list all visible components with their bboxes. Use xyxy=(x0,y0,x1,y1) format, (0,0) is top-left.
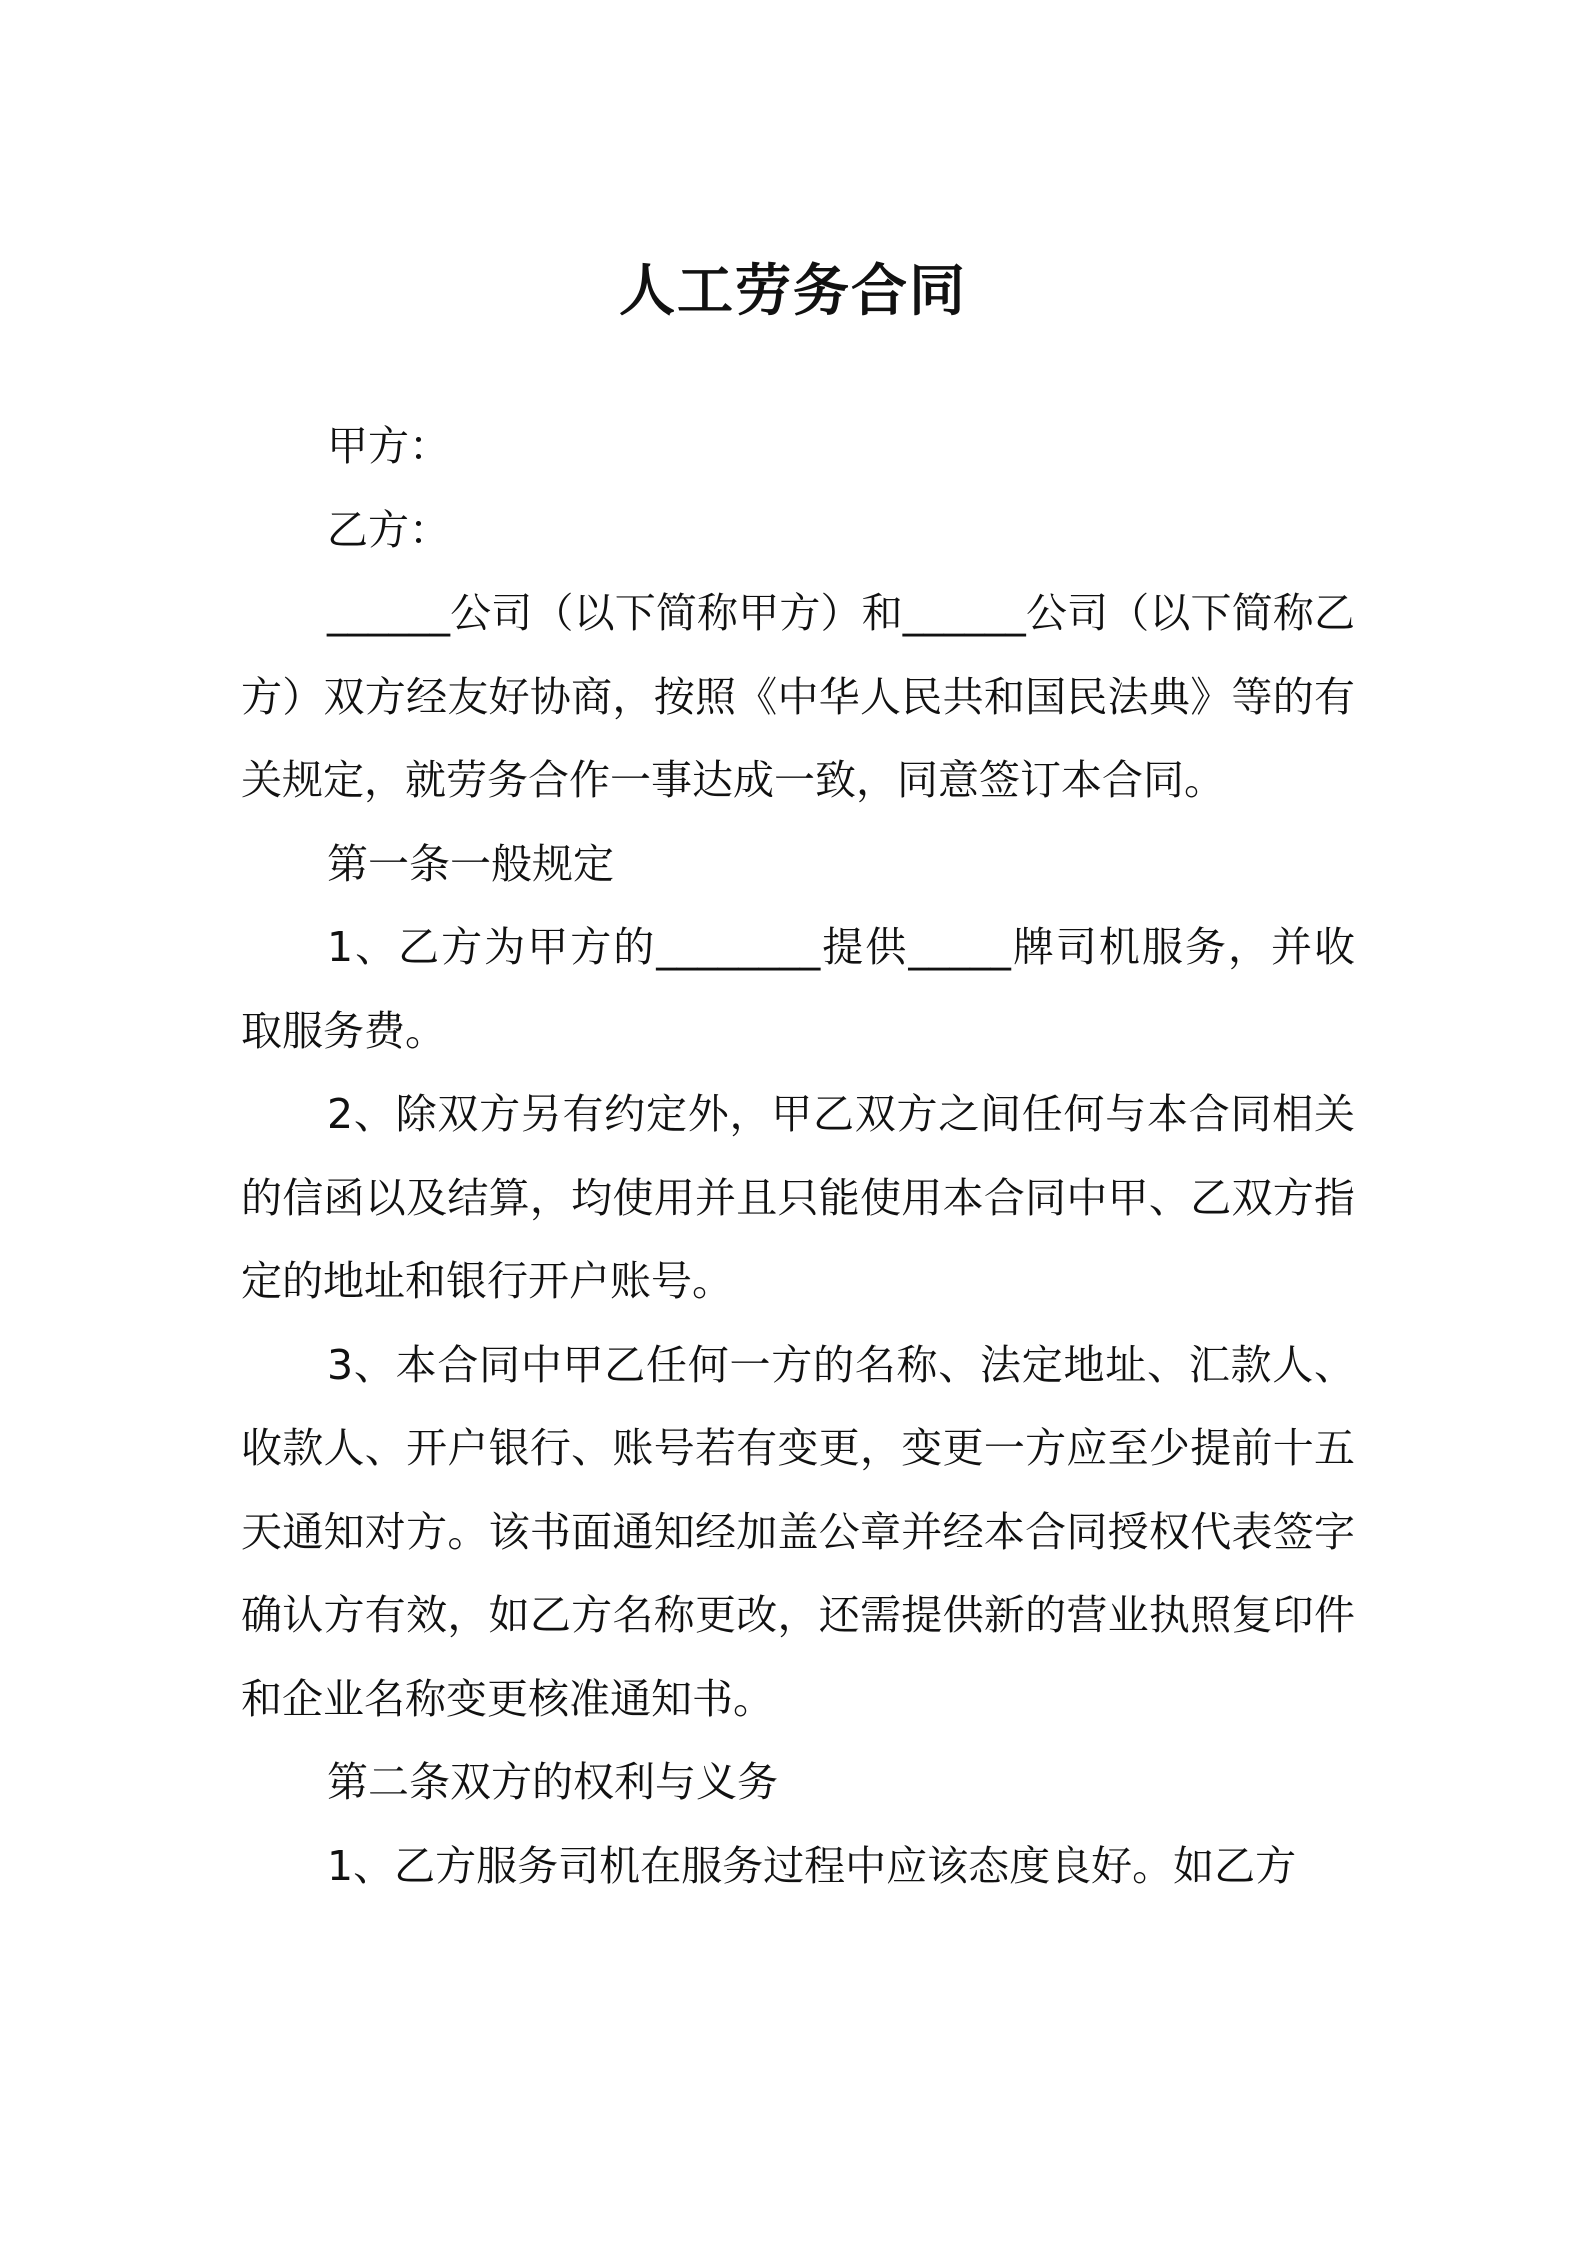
document-body xyxy=(241,405,1355,1908)
clause-1-3: 3、本合同中甲乙任何一方的名称、法定地址、汇款人、收款人、开户银行、账号若有变更，变更一方应至少提前十五天通知对方。该书面通知经加盖公章并经本合同授权代表签字确认方有效，如乙方名称更改，还需提供新的营业执照复印件和企业名称变更核准通知书。 xyxy=(241,1340,1355,1723)
intro-paragraph: ______公司（以下简称甲方）和______公司（以下简称乙方）双方经友好协商，按照《中华人民共和国民法典》等的有关规定，就劳务合作一事达成一致，同意签订本合同。 xyxy=(241,589,1355,804)
clause-1-1: 1、乙方为甲方的________提供_____牌司机服务，并收取服务费。 xyxy=(241,923,1355,1055)
clause-1-2: 2、除双方另有约定外，甲乙双方之间任何与本合同相关的信函以及结算，均使用并且只能使用本合同中甲、乙双方指定的地址和银行开户账号。 xyxy=(241,1090,1355,1305)
party-b-label: 乙方： xyxy=(327,505,450,554)
party-a-label: 甲方： xyxy=(327,422,450,470)
section-heading-2: 第二条双方的权利与义务 xyxy=(327,1758,778,1806)
document-title: 人工劳务合同 xyxy=(619,259,967,324)
section-heading-1: 第一条一般规定 xyxy=(327,839,614,888)
clause-2-1: 1、乙方服务司机在服务过程中应该态度良好。如乙方 xyxy=(327,1841,1297,1890)
